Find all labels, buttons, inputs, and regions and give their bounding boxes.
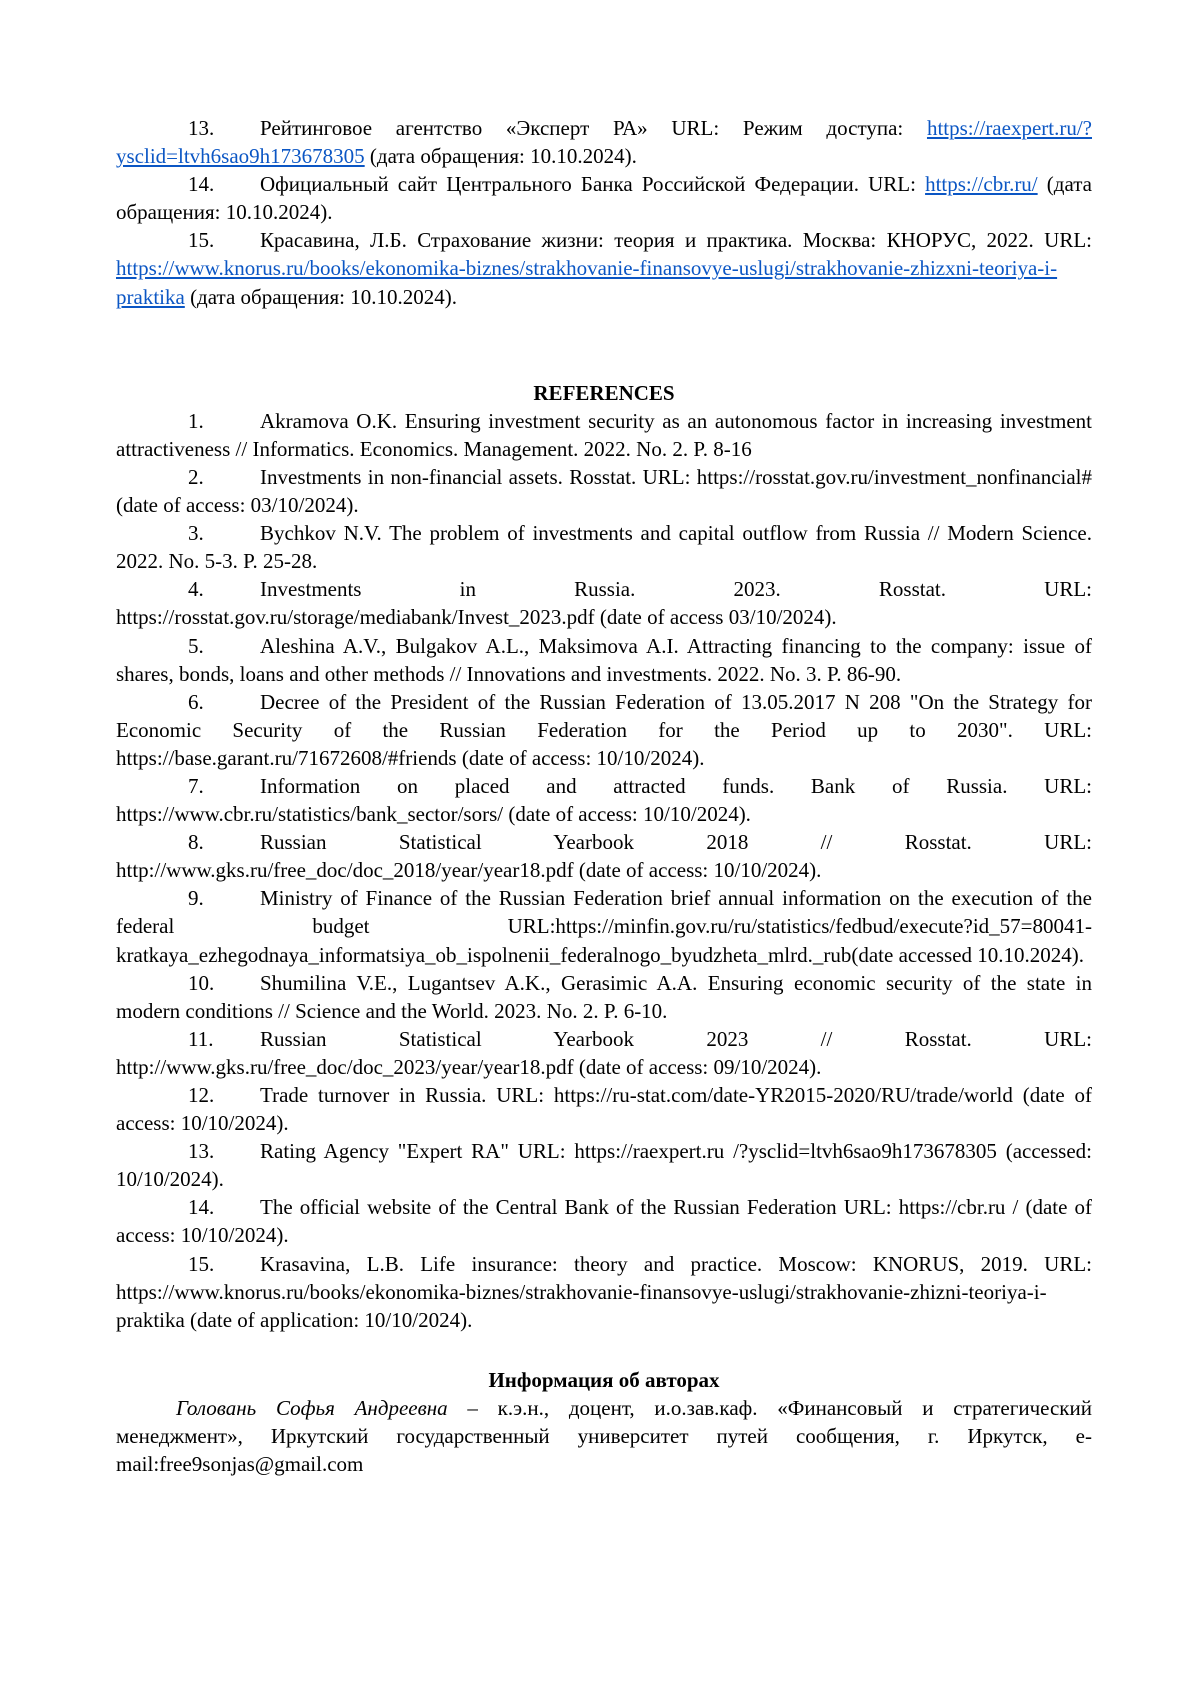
- reference-entry: [116, 1137, 1092, 1193]
- reference-entry: [116, 170, 1092, 226]
- reference-number: 5.: [188, 633, 204, 658]
- reference-entry: [116, 1193, 1092, 1249]
- reference-number: 13.: [188, 116, 215, 140]
- reference-entry: [116, 772, 1092, 828]
- reference-text: Rating Agency "Expert RA" URL: https://raexpert.ru /?ysclid=ltvh6sao9h173678305 (accessed: 10/10/2024).: [116, 1139, 1092, 1192]
- author-name: Головань Софья Андреевна: [176, 1395, 448, 1420]
- english-reference-list: [116, 407, 1092, 1334]
- reference-entry: [116, 407, 1092, 463]
- reference-entry: [116, 575, 1092, 631]
- reference-entry: [116, 884, 1092, 968]
- authors-heading: Информация об авторах: [488, 1367, 720, 1392]
- reference-text: The official website of the Central Bank of the Russian Federation URL: https://cbr.ru / (date of access: 10/10/2024).: [116, 1195, 1092, 1248]
- reference-access-date: (дата обращения: 10.10.2024).: [116, 172, 1092, 225]
- reference-number: 8.: [188, 830, 204, 855]
- reference-text: Trade turnover in Russia. URL: https://ru-stat.com/date-YR2015-2020/RU/trade/world (date of access: 10/10/2024).: [116, 1083, 1092, 1136]
- reference-access-date: (дата обращения: 10.10.2024).: [184, 284, 457, 309]
- reference-text: Investments in Russia. 2023. Rosstat. URL: https://rosstat.gov.ru/storage/mediabank/Invest_2023.pdf (date of access 03/10/2024).: [116, 577, 1092, 630]
- reference-entry: [116, 114, 1092, 170]
- reference-entry: [116, 519, 1092, 575]
- reference-text: Официальный сайт Центрального Банка Российской Федерации. URL:: [260, 172, 926, 197]
- reference-number: 14.: [188, 1195, 215, 1220]
- reference-link[interactable]: https://www.knorus.ru/books/ekonomika-biznes/strakhovanie-finansovye-uslugi/strakhovanie-zhizxni-teoriya-i-praktika: [116, 256, 1058, 309]
- reference-entry: [116, 1025, 1092, 1081]
- reference-text: Investments in non-financial assets. Rosstat. URL: https://rosstat.gov.ru/investment_nonfinancial# (date of access: 03/10/2024).: [116, 464, 1092, 518]
- russian-reference-list: [116, 114, 1092, 311]
- author-details: – к.э.н., доцент, и.о.зав.каф. «Финансовый и стратегический менеджмент», Иркутский государственный университет путей сообщения, г. Иркутск, e-mail:free9sonjas@gmail.com: [116, 1395, 1092, 1477]
- reference-link[interactable]: https://cbr.ru/: [925, 172, 1038, 197]
- reference-number: 15.: [188, 228, 215, 253]
- reference-number: 1.: [188, 408, 204, 433]
- reference-entry: [116, 463, 1092, 519]
- reference-entry: [116, 632, 1092, 688]
- reference-text: Russian Statistical Yearbook 2018 // Rosstat. URL: http://www.gks.ru/free_doc/doc_2018/year/year18.pdf (date of access: 10/10/2024).: [116, 830, 1092, 883]
- reference-number: 12.: [188, 1083, 215, 1107]
- reference-number: 11.: [188, 1026, 214, 1051]
- reference-number: 7.: [188, 773, 204, 798]
- reference-link[interactable]: https://raexpert.ru/?ysclid=ltvh6sao9h173678305: [116, 116, 1092, 169]
- reference-number: 6.: [188, 689, 204, 714]
- references-heading: REFERENCES: [533, 380, 675, 405]
- reference-entry: [116, 226, 1092, 310]
- reference-number: 9.: [188, 886, 204, 911]
- reference-number: 10.: [188, 970, 215, 995]
- author-info: [116, 1394, 1092, 1478]
- reference-number: 4.: [188, 577, 204, 602]
- reference-number: 13.: [188, 1139, 215, 1164]
- reference-text: Russian Statistical Yearbook 2023 // Rosstat. URL: http://www.gks.ru/free_doc/doc_2023/year/year18.pdf (date of access: 09/10/2024).: [116, 1026, 1092, 1079]
- reference-number: 14.: [188, 172, 215, 197]
- reference-text: Ministry of Finance of the Russian Federation brief annual information on the execution of the federal budget URL:https://minfin.gov.ru/ru/statistics/fedbud/execute?id_57=80041-kratkaya_ezhegodnaya_informatsiya_ob_ispolnenii_federalnogo_byudzheta_mlrd._rub(date accessed 10.10.2024).: [116, 886, 1092, 967]
- reference-number: 2.: [188, 464, 204, 489]
- reference-access-date: (дата обращения: 10.10.2024).: [364, 144, 637, 169]
- reference-number: 15.: [188, 1251, 215, 1276]
- reference-text: Bychkov N.V. The problem of investments and capital outflow from Russia // Modern Science. 2022. No. 5-3. P. 25-28.: [116, 521, 1092, 574]
- reference-entry: [116, 688, 1092, 772]
- reference-entry: [116, 969, 1092, 1025]
- reference-text: Красавина, Л.Б. Страхование жизни: теория и практика. Москва: КНОРУС, 2022. URL:: [260, 228, 1092, 253]
- reference-text: Krasavina, L.B. Life insurance: theory and practice. Moscow: KNORUS, 2019. URL: https://www.knorus.ru/books/ekonomika-biznes/strakhovanie-finansovye-uslugi/strakhovanie-zhizni-teoriya-i-praktika (date of application: 10/10/2024).: [116, 1251, 1092, 1332]
- reference-text: Akramova O.K. Ensuring investment security as an autonomous factor in increasing investment attractiveness // Informatics. Economics. Management. 2022. No. 2. P. 8-16: [116, 408, 1092, 461]
- reference-text: Aleshina A.V., Bulgakov A.L., Maksimova A.I. Attracting financing to the company: issue of shares, bonds, loans and other methods // Innovations and investments. 2022. No. 3. P. 86-90.: [116, 633, 1092, 686]
- document-page: [116, 114, 1092, 1478]
- reference-text: Shumilina V.E., Lugantsev A.K., Gerasimic A.A. Ensuring economic security of the state in modern conditions // Science and the World. 2023. No. 2. P. 6-10.: [116, 970, 1092, 1023]
- reference-text: Рейтинговое агентство «Эксперт РА» URL: Режим доступа:: [260, 116, 927, 140]
- reference-text: Information on placed and attracted funds. Bank of Russia. URL: https://www.cbr.ru/statistics/bank_sector/sors/ (date of access: 10/10/2024).: [116, 773, 1092, 827]
- reference-entry: [116, 1081, 1092, 1137]
- reference-entry: [116, 828, 1092, 884]
- reference-entry: [116, 1250, 1092, 1334]
- reference-number: 3.: [188, 521, 204, 546]
- reference-text: Decree of the President of the Russian Federation of 13.05.2017 N 208 "On the Strategy for Economic Security of the Russian Federation for the Period up to 2030". URL: https://base.garant.ru/71672608/#friends (date of access: 10/10/2024).: [116, 689, 1092, 770]
